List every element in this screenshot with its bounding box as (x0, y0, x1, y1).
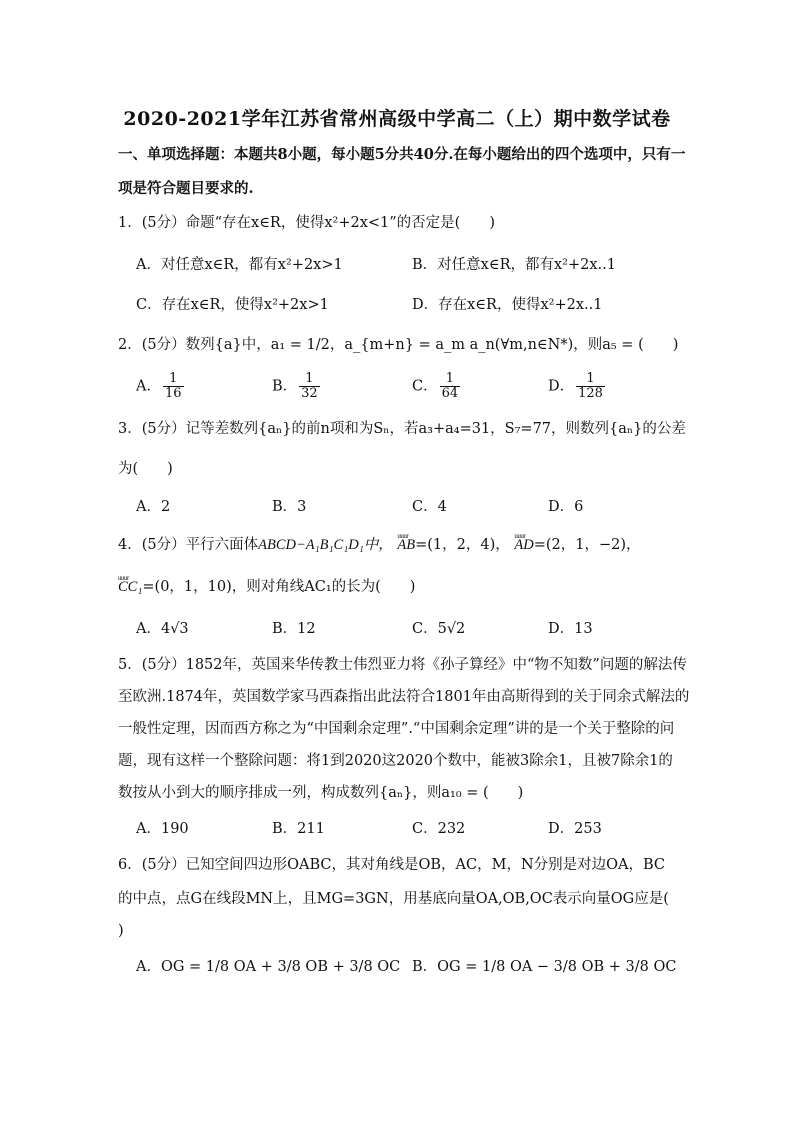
q2-option-a-label: A． (136, 378, 161, 395)
q4-solid-name: ABCD−A₁B₁C₁D₁中， (258, 537, 393, 553)
q2-b-denominator: 32 (301, 386, 318, 401)
q3-stem-line2: 为( ) (118, 461, 173, 477)
q2-option-d (548, 372, 607, 401)
q2-option-a-fraction (163, 372, 184, 401)
q2-a-numerator: 1 (163, 372, 184, 387)
q6-stem-line3: ) (118, 923, 124, 939)
q2-option-b-label: B． (272, 378, 298, 395)
q5-stem-line5: 数按从小到大的顺序排成一列，构成数列{aₙ}，则a₁₀ = ( ) (118, 785, 524, 801)
page-title: 2020-2021学年江苏省常州高级中学高二（上）期中数学试卷 (123, 108, 671, 130)
q2-option-b (272, 372, 322, 401)
q6-option-a: A．OG = 1/8 OA + 3/8 OB + 3/8 OC (136, 959, 401, 975)
q1-option-c: C．存在x∈R，使得x²+2x>1 (136, 297, 329, 313)
q5-stem-line2: 至欧洲.1874年，英国数学家马西森指出此法符合1801年由高斯得到的关于同余式解法的 (118, 689, 690, 705)
q1-option-a: A．对任意x∈R，都有x²+2x>1 (136, 257, 343, 273)
q2-option-c-fraction (440, 372, 461, 401)
q2-a-denominator: 16 (164, 386, 182, 401)
q3-option-b: B．3 (272, 499, 307, 515)
q3-option-d: D．6 (548, 499, 584, 515)
q1-option-d: D．存在x∈R，使得x²+2x..1 (412, 297, 603, 313)
q2-d-numerator: 1 (576, 372, 605, 387)
q2-stem (118, 336, 678, 354)
q2-option-c (412, 372, 462, 401)
q4-stem-end: =(0，1，10)，则对角线AC₁的长为( ) (142, 579, 416, 595)
q2-stem-prefix: 2．(5分）数列{a (118, 337, 233, 353)
q2-c-numerator: 1 (440, 372, 461, 387)
q5-option-d: D．253 (548, 821, 602, 837)
q4-stem-line1 (118, 536, 641, 554)
q2-stem-rest: }中，a₁ = 1/2，a_{m+n} = a_m a_n(∀m,n∈N*)，则a₅ = ( ) (232, 337, 679, 353)
q2-d-denominator: 128 (578, 386, 603, 401)
q6-stem-line2: 的中点，点G在线段MN上，且MG=3GN，用基底向量OA,OB,OC表示向量OG应是( (118, 891, 669, 907)
q4-option-b: B．12 (272, 621, 316, 637)
q1-option-b: B．对任意x∈R，都有x²+2x..1 (412, 257, 616, 273)
q5-option-a: A．190 (136, 821, 189, 837)
q5-option-c: C．232 (412, 821, 466, 837)
q2-option-a (136, 372, 186, 401)
q2-option-c-label: C． (412, 378, 438, 395)
q4-option-c: C．5√2 (412, 621, 466, 637)
q5-stem-line4: 题，现有这样一个整除问题：将1到2020这2020个数中，能被3除余1，且被7除余1的 (118, 753, 673, 769)
q3-stem-line1: 3．(5分）记等差数列{aₙ}的前n项和为Sₙ，若a₃+a₄=31，S₇=77，则数列{aₙ}的公差 (118, 421, 686, 437)
q6-option-b: B．OG = 1/8 OA − 3/8 OB + 3/8 OC (412, 959, 677, 975)
q4-option-d: D．13 (548, 621, 593, 637)
q4-vector-ad: uuur AD (514, 536, 533, 554)
section-heading-line2: 项是符合题目要求的. (118, 180, 254, 197)
q4-vector-ab: uuur AB (397, 536, 415, 554)
section-heading-line1: 一、单项选择题：本题共8小题，每小题5分共40分.在每小题给出的四个选项中，只有一 (118, 146, 686, 163)
q2-option-d-fraction (576, 372, 605, 401)
q2-b-numerator: 1 (299, 372, 320, 387)
q4-stem-start: 4．(5分）平行六面体 (118, 537, 259, 553)
q4-option-a: A．4√3 (136, 621, 189, 637)
q5-stem-line1: 5．(5分）1852年，英国来华传教士伟烈亚力将《孙子算经》中“物不知数”问题的解法传 (118, 657, 687, 673)
q3-option-a: A．2 (136, 499, 171, 515)
q5-stem-line3: 一般性定理，因而西方称之为“中国剩余定理”.“中国剩余定理”讲的是一个关于整除的问 (118, 721, 675, 737)
q5-option-b: B．211 (272, 821, 325, 837)
q1-stem: 1．(5分）命题“存在x∈R，使得x²+2x<1”的否定是( ) (118, 215, 495, 231)
q2-option-d-label: D． (548, 378, 575, 395)
q2-c-denominator: 64 (441, 386, 459, 401)
q4-stem-line2 (118, 578, 415, 596)
q6-stem-line1: 6．(5分）已知空间四边形OABC，其对角线是OB，AC，M，N分别是对边OA，BC (118, 857, 666, 873)
q4-vector-cc1: uuur CC₁ (118, 578, 142, 596)
q4-vector-ad-value: =(2，1，−2)， (533, 537, 641, 553)
q3-option-c: C．4 (412, 499, 447, 515)
q2-option-b-fraction (299, 372, 320, 401)
q4-vector-ab-value: =(1，2，4)， (415, 537, 510, 553)
